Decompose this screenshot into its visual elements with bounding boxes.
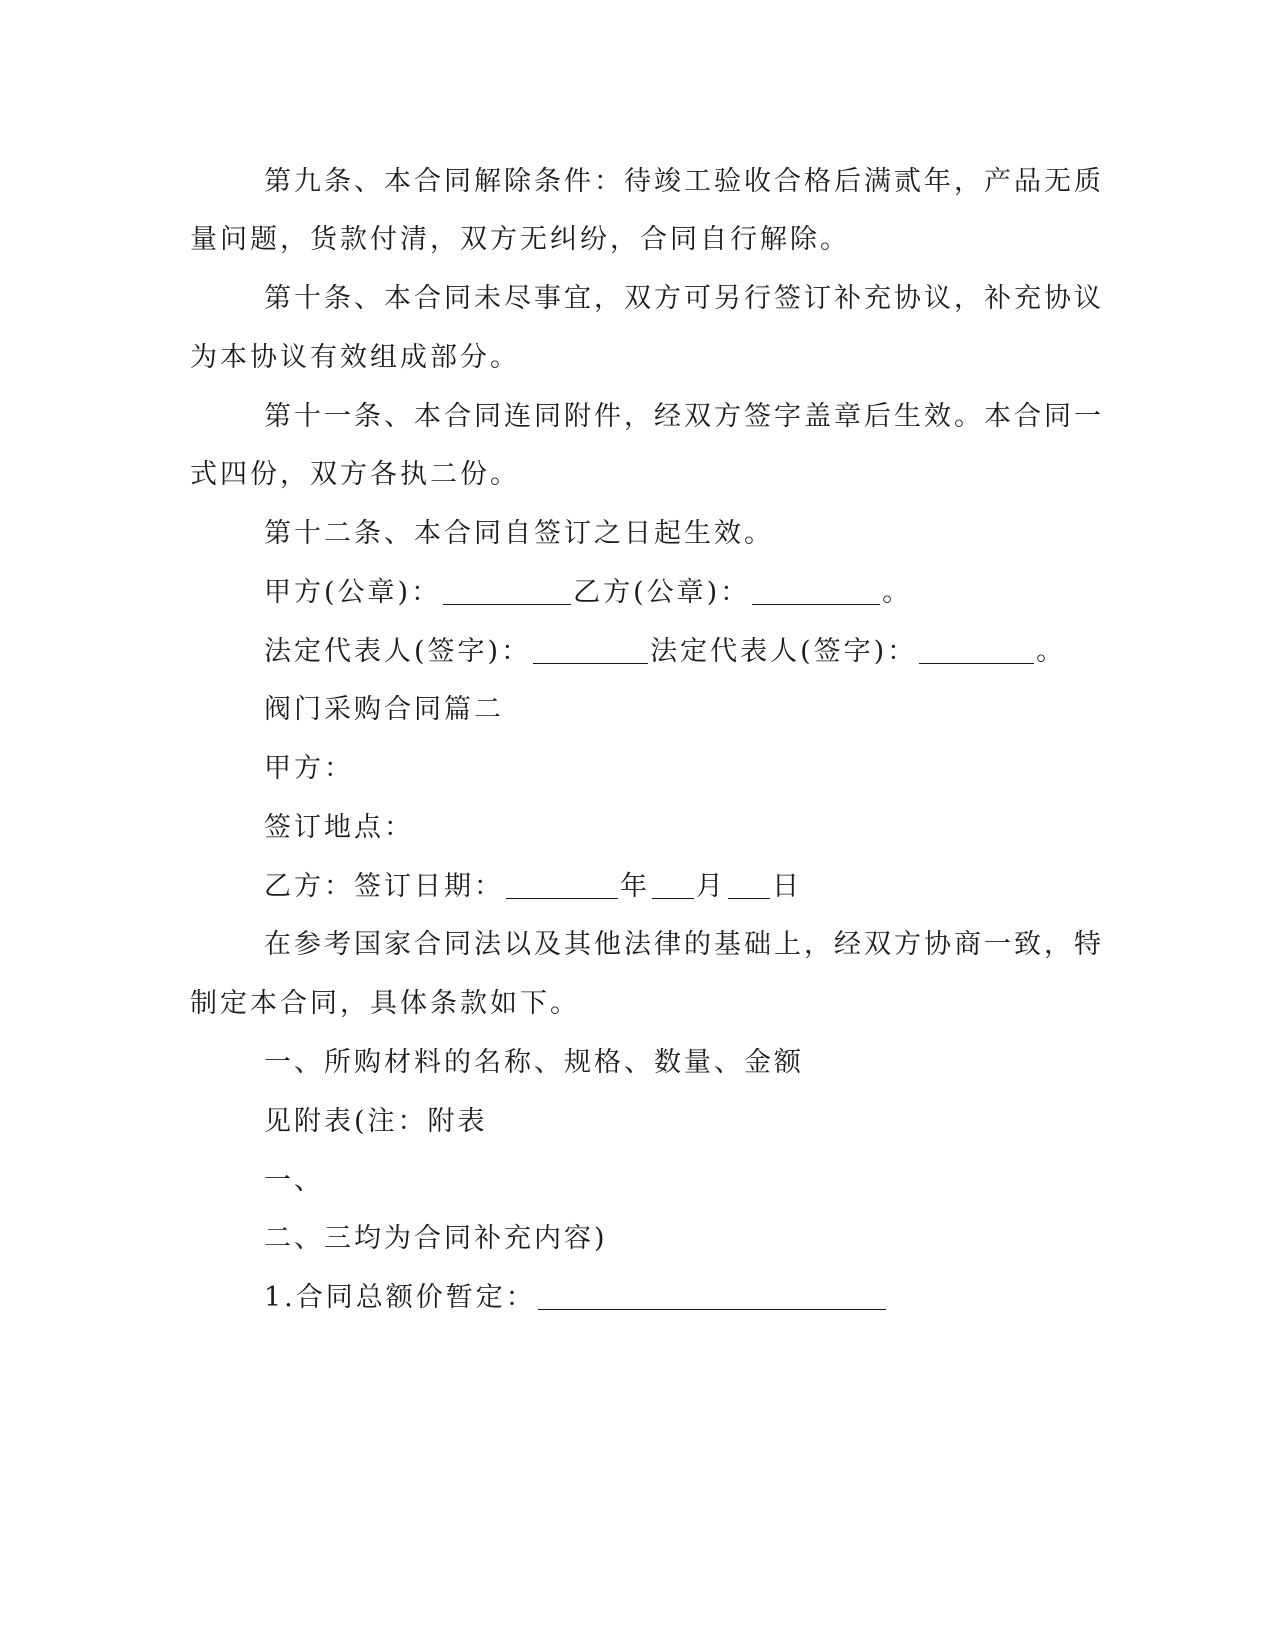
party-b-seal-blank[interactable]: [752, 578, 880, 605]
party-b-date-label: 乙方：签订日期：: [264, 871, 504, 902]
party-b-date-line: [264, 869, 1144, 905]
day-blank[interactable]: [728, 872, 770, 899]
year-blank[interactable]: [506, 872, 618, 899]
sign-place-line: 签订地点：: [264, 812, 414, 843]
item-two-three: 二、三均为合同补充内容): [264, 1223, 608, 1254]
rep-line-end: 。: [1036, 636, 1067, 667]
representative-line: [264, 634, 1144, 670]
year-label: 年: [620, 871, 650, 902]
party-a-line: 甲方：: [264, 753, 354, 784]
intro-line-2: 制定本合同，具体条款如下。: [190, 988, 580, 1019]
month-blank[interactable]: [652, 872, 694, 899]
seal-line-end: 。: [882, 577, 913, 608]
total-price-label: 1.合同总额价暂定：: [264, 1282, 536, 1313]
party-b-seal-label: 乙方(公章)：: [573, 577, 751, 608]
article-9-line-2: 量问题，货款付清，双方无纠纷，合同自行解除。: [190, 224, 850, 255]
section-title: 阀门采购合同篇二: [264, 694, 504, 725]
total-price-line: [264, 1280, 1144, 1316]
intro-line-1: 在参考国家合同法以及其他法律的基础上，经双方协商一致，特: [264, 929, 1104, 960]
party-a-seal-blank[interactable]: [443, 578, 571, 605]
article-11-line-2: 式四份，双方各执二份。: [190, 459, 520, 490]
item-one: 一、: [264, 1165, 324, 1196]
party-b-rep-label: 法定代表人(签字)：: [650, 636, 918, 667]
see-attachment: 见附表(注：附表: [264, 1106, 488, 1137]
total-price-blank[interactable]: [538, 1283, 886, 1310]
day-label: 日: [772, 871, 802, 902]
item-1-title: 一、所购材料的名称、规格、数量、金额: [264, 1047, 804, 1078]
article-9-line-1: 第九条、本合同解除条件：待竣工验收合格后满贰年，产品无质: [264, 166, 1104, 197]
party-a-seal-label: 甲方(公章)：: [264, 577, 442, 608]
party-a-rep-blank[interactable]: [533, 637, 648, 664]
article-10-line-1: 第十条、本合同未尽事宜，双方可另行签订补充协议，补充协议: [264, 283, 1104, 314]
party-b-rep-blank[interactable]: [919, 637, 1034, 664]
seal-line: [264, 575, 1144, 611]
party-a-rep-label: 法定代表人(签字)：: [264, 636, 532, 667]
article-11-line-1: 第十一条、本合同连同附件，经双方签字盖章后生效。本合同一: [264, 401, 1104, 432]
month-label: 月: [696, 871, 726, 902]
article-10-line-2: 为本协议有效组成部分。: [190, 342, 520, 373]
article-12: 第十二条、本合同自签订之日起生效。: [264, 518, 774, 549]
